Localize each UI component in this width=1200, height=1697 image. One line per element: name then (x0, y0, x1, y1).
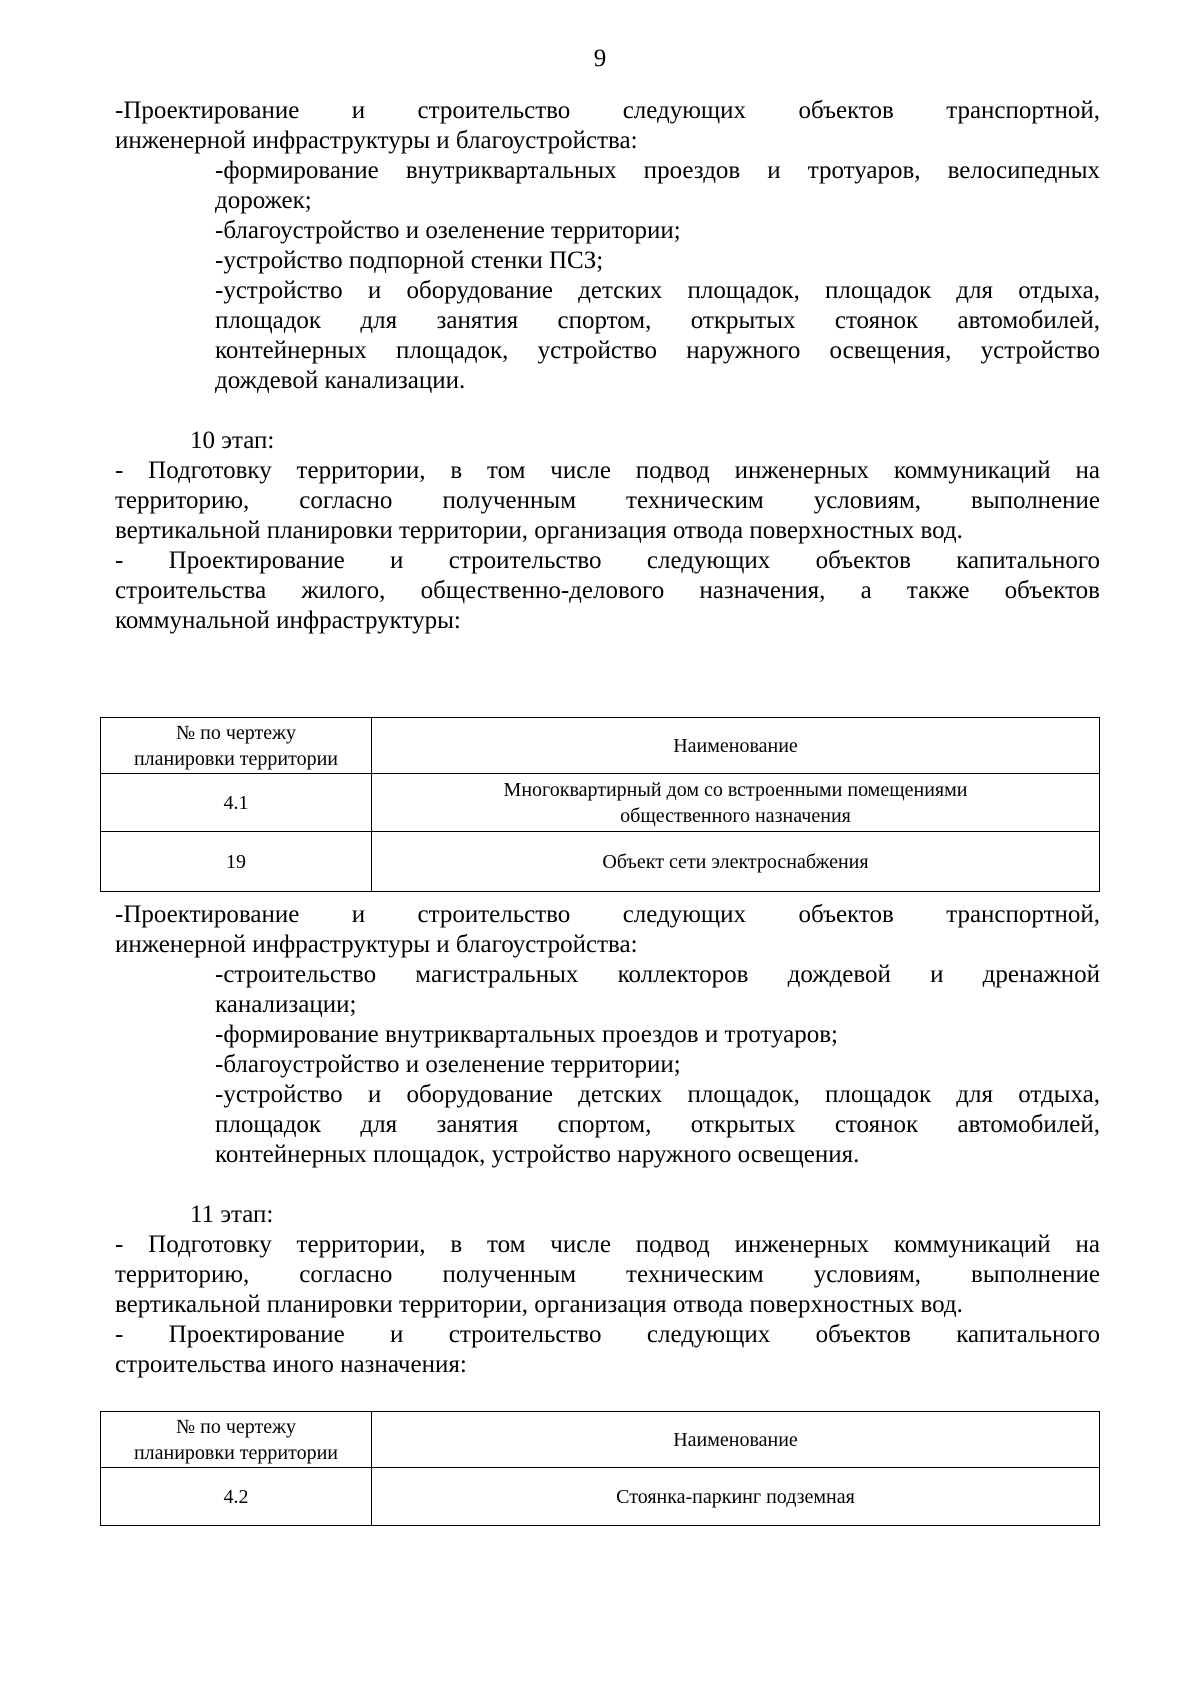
list-item-line: дорожек; (215, 187, 312, 214)
table-cell-name: Объект сети электроснабжения (372, 832, 1100, 892)
objects-table (100, 1411, 1100, 1526)
paragraph-line: инженерной инфраструктуры и благоустройства: (115, 127, 638, 154)
paragraph-line: - Подготовку территории, в том числе подвод инженерных коммуникаций на (115, 457, 1100, 484)
paragraph-line: строительства иного назначения: (115, 1351, 467, 1378)
list-item-line: -формирование внутриквартальных проездов и тротуаров, велосипедных (215, 157, 1100, 184)
table-cell-name: Многоквартирный дом со встроенными помещениями общественного назначения (372, 774, 1100, 832)
paragraph-line: вертикальной планировки территории, организация отвода поверхностных вод. (115, 517, 963, 544)
table-row (101, 774, 1100, 832)
list-item-line: канализации; (215, 991, 357, 1018)
stage-heading: 11 этап: (190, 1201, 274, 1228)
paragraph-line: - Подготовку территории, в том числе подвод инженерных коммуникаций на (115, 1231, 1100, 1258)
list-item-line: -благоустройство и озеленение территории; (215, 217, 681, 244)
table-header-row (101, 1412, 1100, 1468)
list-item-line: -устройство и оборудование детских площадок, площадок для отдыха, (215, 1081, 1100, 1108)
list-item-line: -устройство и оборудование детских площадок, площадок для отдыха, (215, 277, 1100, 304)
objects-table (100, 717, 1100, 892)
page-number: 9 (593, 45, 607, 72)
list-item-line: площадок для занятия спортом, открытых стоянок автомобилей, (215, 1111, 1100, 1138)
paragraph-line: инженерной инфраструктуры и благоустройства: (115, 931, 638, 958)
table-cell-name: Стоянка-паркинг подземная (372, 1468, 1100, 1526)
list-item-line: контейнерных площадок, устройство наружного освещения, устройство (215, 337, 1100, 364)
table-header-number: № по чертежу планировки территории (101, 718, 372, 774)
paragraph-line: коммунальной инфраструктуры: (115, 607, 461, 634)
table-cell-number: 4.1 (101, 774, 372, 832)
table-header-number: № по чертежу планировки территории (101, 1412, 372, 1468)
list-item-line: -формирование внутриквартальных проездов и тротуаров; (215, 1021, 838, 1048)
paragraph-line: -Проектирование и строительство следующих объектов транспортной, (115, 97, 1100, 124)
table-row (101, 832, 1100, 892)
paragraph-line: территорию, согласно полученным техническим условиям, выполнение (115, 1261, 1100, 1288)
list-item-line: -устройство подпорной стенки ПСЗ; (215, 247, 604, 274)
table-cell-number: 19 (101, 832, 372, 892)
table-header-row (101, 718, 1100, 774)
list-item-line: -строительство магистральных коллекторов дождевой и дренажной (215, 961, 1100, 988)
paragraph-line: - Проектирование и строительство следующих объектов капитального (115, 1321, 1100, 1348)
paragraph-line: вертикальной планировки территории, организация отвода поверхностных вод. (115, 1291, 963, 1318)
list-item-line: контейнерных площадок, устройство наружного освещения. (215, 1141, 860, 1168)
list-item-line: -благоустройство и озеленение территории; (215, 1051, 681, 1078)
table-header-name: Наименование (372, 1412, 1100, 1468)
paragraph-line: -Проектирование и строительство следующих объектов транспортной, (115, 901, 1100, 928)
paragraph-line: - Проектирование и строительство следующих объектов капитального (115, 547, 1100, 574)
table-cell-number: 4.2 (101, 1468, 372, 1526)
table-header-name: Наименование (372, 718, 1100, 774)
paragraph-line: строительства жилого, общественно-делового назначения, а также объектов (115, 577, 1100, 604)
table-row (101, 1468, 1100, 1526)
list-item-line: дождевой канализации. (215, 367, 466, 394)
paragraph-line: территорию, согласно полученным техническим условиям, выполнение (115, 487, 1100, 514)
list-item-line: площадок для занятия спортом, открытых стоянок автомобилей, (215, 307, 1100, 334)
stage-heading: 10 этап: (190, 427, 275, 454)
